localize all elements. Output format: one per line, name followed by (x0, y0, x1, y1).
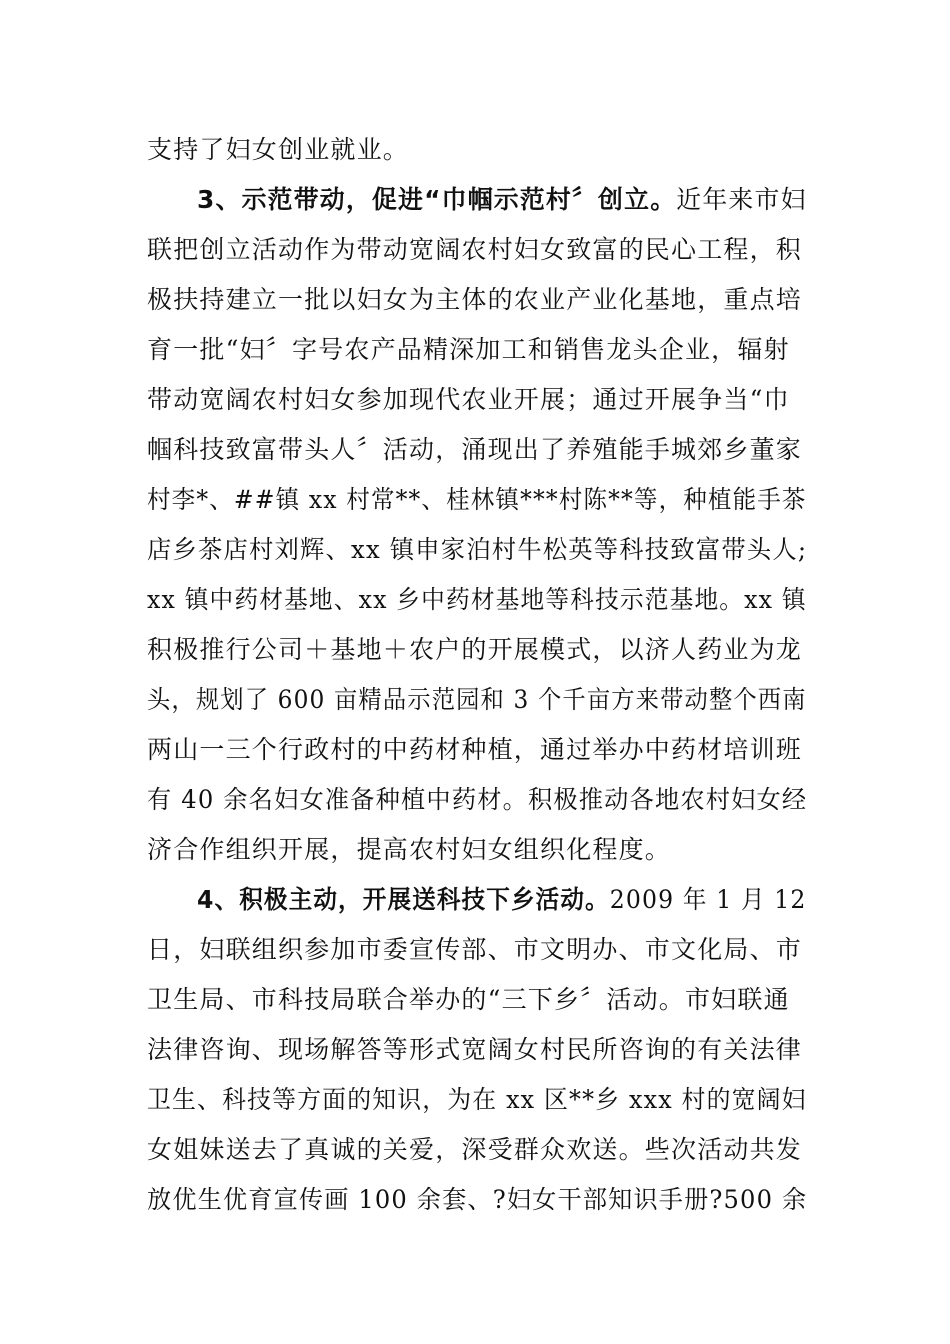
line-text: 帼科技致富带头人〞活动，涌现出了养殖能手城郊乡董家 (147, 435, 803, 464)
line-text: 近年来市妇 (676, 185, 807, 214)
paragraph-line (197, 884, 807, 916)
line-text: 育一批“妇〞字号农产品精深加工和销售龙头企业，辐射 (147, 335, 790, 364)
line-text: 2009 年 1 月 12 (609, 885, 807, 914)
paragraph-line (147, 484, 807, 516)
line-text: 卫生局、市科技局联合举办的“三下乡〞活动。市妇联通 (147, 985, 790, 1014)
line-text: 积极推行公司＋基地＋农户的开展模式，以济人药业为龙 (147, 635, 803, 664)
paragraph-line (147, 1034, 807, 1066)
line-text: 联把创立活动作为带动宽阔农村妇女致富的民心工程，积 (147, 235, 803, 264)
line-text: 有 40 余名妇女准备种植中药材。积极推动各地农村妇女经 (147, 785, 808, 814)
paragraph-line (147, 384, 807, 416)
line-text: 村李*、##镇 xx 村常**、桂林镇***村陈**等，种植能手茶 (147, 485, 807, 514)
line-text: 济合作组织开展，提高农村妇女组织化程度。 (147, 835, 672, 864)
line-text: 放优生优育宣传画 100 余套、?妇女干部知识手册?500 余 (147, 1185, 808, 1214)
line-text: 带动宽阔农村妇女参加现代农业开展；通过开展争当“巾 (147, 385, 790, 414)
paragraph-line (147, 334, 807, 366)
section-heading-3: 3、示范带动，促进“巾帼示范村〞创立。 (197, 185, 677, 214)
paragraph-line (147, 934, 807, 966)
line-text: 卫生、科技等方面的知识，为在 xx 区**乡 xxx 村的宽阔妇 (147, 1085, 807, 1114)
paragraph-line (147, 234, 807, 266)
paragraph-line (147, 584, 807, 616)
paragraph-line (147, 134, 807, 166)
line-text: 两山一三个行政村的中药材种植，通过举办中药材培训班 (147, 735, 803, 764)
section-heading-4: 4、积极主动，开展送科技下乡活动。 (197, 885, 610, 914)
paragraph-line (197, 184, 807, 216)
paragraph-line (147, 734, 807, 766)
line-text: 头，规划了 600 亩精品示范园和 3 个千亩方来带动整个西南 (147, 685, 807, 714)
paragraph-line (147, 1084, 807, 1116)
line-text: 日，妇联组织参加市委宣传部、市文明办、市文化局、市 (147, 935, 803, 964)
line-text: 女姐妹送去了真诚的关爱，深受群众欢送。些次活动共发 (147, 1135, 803, 1164)
paragraph-line (147, 634, 807, 666)
paragraph-line (147, 434, 807, 466)
paragraph-line (147, 1134, 807, 1166)
line-text: 法律咨询、现场解答等形式宽阔女村民所咨询的有关法律 (147, 1035, 803, 1064)
line-text: 极扶持建立一批以妇女为主体的农业产业化基地，重点培 (147, 285, 803, 314)
paragraph-line (147, 784, 808, 816)
line-text: 店乡茶店村刘辉、xx 镇申家泊村牛松英等科技致富带头人; (147, 535, 808, 564)
paragraph-line (147, 1184, 808, 1216)
paragraph-line (147, 834, 807, 866)
line-text: 支持了妇女创业就业。 (147, 135, 410, 164)
paragraph-line (147, 984, 807, 1016)
paragraph-line (147, 284, 807, 316)
paragraph-line (147, 684, 807, 716)
line-text: xx 镇中药材基地、xx 乡中药材基地等科技示范基地。xx 镇 (147, 585, 807, 614)
paragraph-line (147, 534, 808, 566)
